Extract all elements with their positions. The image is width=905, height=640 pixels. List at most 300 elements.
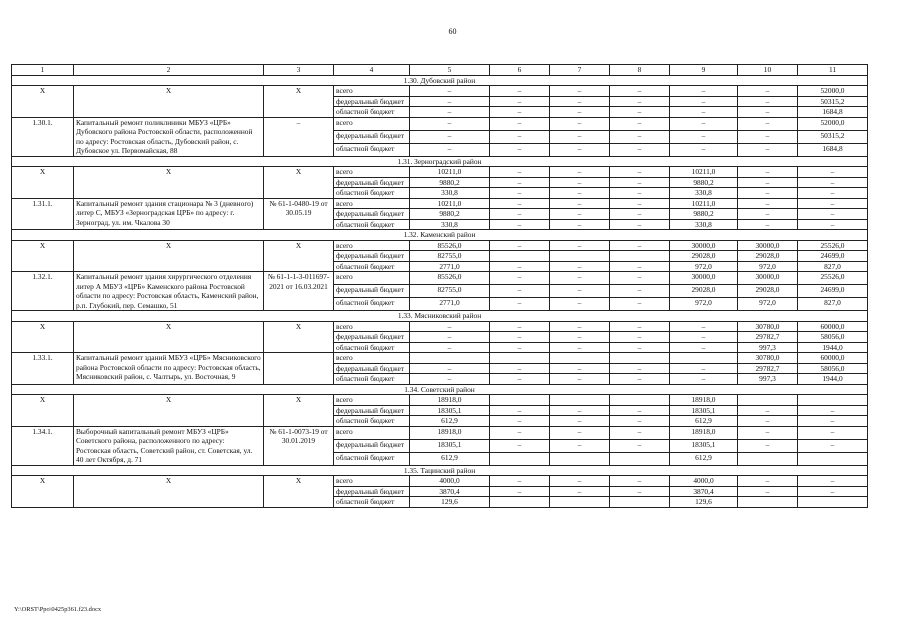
amount-cell: –	[798, 198, 868, 209]
document-reference: Х	[264, 321, 334, 353]
section-title: 1.35. Тацинский район	[12, 465, 868, 476]
funding-source-label: федеральный бюджет	[334, 177, 410, 188]
amount-cell: –	[610, 86, 670, 97]
amount-cell: 52000,0	[798, 86, 868, 97]
section-title: 1.32. Каменский район	[12, 230, 868, 241]
amount-cell	[550, 452, 610, 465]
table-row	[12, 272, 868, 285]
item-number: Х	[12, 167, 74, 199]
amount-cell: –	[610, 363, 670, 374]
document-reference: Х	[264, 240, 334, 272]
document-reference: –	[264, 117, 334, 156]
table-row	[12, 476, 868, 487]
item-description: Х	[74, 240, 264, 272]
amount-cell: –	[410, 130, 490, 143]
amount-cell: –	[738, 416, 798, 427]
amount-cell: –	[490, 219, 550, 230]
funding-source-label: федеральный бюджет	[334, 209, 410, 220]
column-number-cell: 6	[490, 65, 550, 76]
section-header-row	[12, 230, 868, 241]
column-number-cell: 7	[550, 65, 610, 76]
amount-cell: 1684,8	[798, 107, 868, 118]
amount-cell: 18305,1	[670, 439, 738, 452]
amount-cell: 330,8	[410, 188, 490, 199]
amount-cell: –	[670, 143, 738, 156]
amount-cell: –	[670, 321, 738, 332]
table-row	[12, 426, 868, 439]
amount-cell: –	[610, 486, 670, 497]
amount-cell	[738, 497, 798, 508]
funding-source-label: федеральный бюджет	[334, 332, 410, 343]
document-reference	[264, 353, 334, 385]
amount-cell: –	[550, 177, 610, 188]
item-number: 1.31.1.	[12, 198, 74, 230]
funding-source-label: всего	[334, 117, 410, 130]
amount-cell	[798, 497, 868, 508]
amount-cell: –	[410, 143, 490, 156]
funding-source-label: областной бюджет	[334, 107, 410, 118]
amount-cell: –	[490, 240, 550, 251]
amount-cell: –	[738, 198, 798, 209]
amount-cell: –	[490, 117, 550, 130]
amount-cell: –	[550, 476, 610, 487]
section-header-row	[12, 156, 868, 167]
section-header-row	[12, 311, 868, 322]
table-row	[12, 321, 868, 332]
page-number: 60	[448, 27, 457, 36]
amount-cell: 2771,0	[410, 261, 490, 272]
amount-cell: –	[670, 342, 738, 353]
amount-cell: 30000,0	[738, 272, 798, 285]
amount-cell: 18918,0	[670, 426, 738, 439]
amount-cell: –	[490, 285, 550, 298]
document-reference: Х	[264, 167, 334, 199]
amount-cell: 2771,0	[410, 298, 490, 311]
amount-cell: 58056,0	[798, 363, 868, 374]
amount-cell: 30000,0	[670, 240, 738, 251]
funding-source-label: федеральный бюджет	[334, 130, 410, 143]
amount-cell: –	[738, 476, 798, 487]
amount-cell: 18305,1	[410, 439, 490, 452]
amount-cell: –	[738, 117, 798, 130]
amount-cell: 60000,0	[798, 321, 868, 332]
amount-cell: –	[550, 439, 610, 452]
amount-cell: –	[738, 86, 798, 97]
amount-cell: 972,0	[670, 298, 738, 311]
amount-cell	[610, 353, 670, 364]
funding-source-label: всего	[334, 395, 410, 406]
amount-cell: 29028,0	[738, 251, 798, 262]
funding-source-label: областной бюджет	[334, 416, 410, 427]
amount-cell: –	[550, 86, 610, 97]
amount-cell: –	[490, 143, 550, 156]
amount-cell: –	[490, 332, 550, 343]
amount-cell: –	[610, 374, 670, 385]
amount-cell: 29782,7	[738, 363, 798, 374]
amount-cell: 9880,2	[410, 177, 490, 188]
amount-cell: –	[550, 240, 610, 251]
amount-cell: –	[738, 405, 798, 416]
funding-source-label: всего	[334, 426, 410, 439]
amount-cell: –	[550, 332, 610, 343]
amount-cell: –	[490, 363, 550, 374]
amount-cell: 24699,0	[798, 285, 868, 298]
funding-source-label: областной бюджет	[334, 452, 410, 465]
amount-cell: 827,0	[798, 298, 868, 311]
amount-cell: –	[550, 130, 610, 143]
amount-cell	[490, 452, 550, 465]
amount-cell: 30780,0	[738, 353, 798, 364]
column-number-cell: 10	[738, 65, 798, 76]
amount-cell: –	[410, 342, 490, 353]
item-number: Х	[12, 395, 74, 427]
funding-source-label: всего	[334, 272, 410, 285]
funding-source-label: федеральный бюджет	[334, 439, 410, 452]
amount-cell: –	[798, 476, 868, 487]
amount-cell	[550, 251, 610, 262]
section-title: 1.34. Советский район	[12, 384, 868, 395]
item-number: Х	[12, 240, 74, 272]
item-description: Капитальный ремонт зданий МБУЗ «ЦРБ» Мясниковского района Ростовской области по адресу: Ростовская область, Мясниковский район, с. Чалтырь, ул. Восточная, 9	[74, 353, 264, 385]
amount-cell: 29028,0	[670, 285, 738, 298]
amount-cell: –	[410, 96, 490, 107]
table-row	[12, 86, 868, 97]
amount-cell: –	[738, 188, 798, 199]
section-title: 1.30. Дубовский район	[12, 75, 868, 86]
amount-cell: –	[610, 426, 670, 439]
amount-cell: 24699,0	[798, 251, 868, 262]
amount-cell: 997,3	[738, 374, 798, 385]
amount-cell: 25526,0	[798, 240, 868, 251]
item-number: Х	[12, 321, 74, 353]
amount-cell: –	[490, 177, 550, 188]
amount-cell: 18305,1	[410, 405, 490, 416]
amount-cell: –	[798, 219, 868, 230]
amount-cell: –	[610, 107, 670, 118]
amount-cell: –	[610, 198, 670, 209]
amount-cell: –	[670, 107, 738, 118]
amount-cell: –	[550, 96, 610, 107]
funding-source-label: областной бюджет	[334, 342, 410, 353]
amount-cell	[410, 353, 490, 364]
amount-cell: –	[670, 86, 738, 97]
amount-cell: 612,9	[670, 452, 738, 465]
amount-cell: –	[610, 285, 670, 298]
funding-source-label: федеральный бюджет	[334, 405, 410, 416]
funding-source-label: федеральный бюджет	[334, 96, 410, 107]
amount-cell: 60000,0	[798, 353, 868, 364]
amount-cell: 972,0	[738, 298, 798, 311]
amount-cell: –	[610, 167, 670, 178]
funding-source-label: областной бюджет	[334, 143, 410, 156]
amount-cell: –	[738, 107, 798, 118]
funding-source-label: всего	[334, 86, 410, 97]
amount-cell: 1684,8	[798, 143, 868, 156]
amount-cell: –	[670, 332, 738, 343]
footer-file-path: Y:\ORST\Ppo\0425p361.f23.docx	[14, 606, 102, 613]
funding-source-label: всего	[334, 167, 410, 178]
amount-cell: –	[490, 209, 550, 220]
amount-cell: –	[738, 486, 798, 497]
amount-cell: –	[798, 486, 868, 497]
amount-cell: 30000,0	[670, 272, 738, 285]
amount-cell: 10211,0	[670, 198, 738, 209]
document-reference: № 61-1-0073-19 от 30.01.2019	[264, 426, 334, 465]
amount-cell: –	[550, 209, 610, 220]
funding-source-label: всего	[334, 476, 410, 487]
amount-cell: –	[738, 209, 798, 220]
amount-cell: –	[550, 298, 610, 311]
amount-cell: –	[610, 188, 670, 199]
amount-cell: –	[490, 405, 550, 416]
amount-cell: –	[550, 416, 610, 427]
column-number-row	[12, 65, 868, 76]
amount-cell: 30000,0	[738, 240, 798, 251]
amount-cell	[490, 395, 550, 406]
amount-cell	[550, 395, 610, 406]
amount-cell: 4000,0	[670, 476, 738, 487]
amount-cell	[798, 395, 868, 406]
amount-cell: –	[670, 130, 738, 143]
amount-cell: –	[550, 363, 610, 374]
amount-cell	[610, 251, 670, 262]
amount-cell: –	[550, 426, 610, 439]
amount-cell: 82755,0	[410, 285, 490, 298]
amount-cell: –	[610, 272, 670, 285]
amount-cell: –	[738, 439, 798, 452]
document-reference: Х	[264, 476, 334, 508]
amount-cell: 50315,2	[798, 96, 868, 107]
amount-cell: 972,0	[670, 261, 738, 272]
amount-cell: –	[410, 374, 490, 385]
amount-cell: 85526,0	[410, 272, 490, 285]
amount-cell: –	[490, 298, 550, 311]
amount-cell: –	[798, 177, 868, 188]
amount-cell	[798, 452, 868, 465]
amount-cell: –	[610, 240, 670, 251]
amount-cell	[610, 395, 670, 406]
amount-cell: –	[738, 177, 798, 188]
column-number-cell: 2	[74, 65, 264, 76]
amount-cell: –	[738, 167, 798, 178]
amount-cell: 129,6	[670, 497, 738, 508]
amount-cell: –	[798, 209, 868, 220]
funding-source-label: федеральный бюджет	[334, 486, 410, 497]
item-description: Х	[74, 167, 264, 199]
amount-cell: –	[490, 188, 550, 199]
budget-table	[11, 64, 868, 508]
amount-cell: –	[550, 405, 610, 416]
amount-cell: –	[490, 476, 550, 487]
section-title: 1.31. Зерноградский район	[12, 156, 868, 167]
amount-cell: –	[670, 363, 738, 374]
document-reference: Х	[264, 86, 334, 118]
amount-cell: –	[670, 96, 738, 107]
amount-cell: –	[490, 86, 550, 97]
amount-cell: –	[550, 219, 610, 230]
column-number-cell: 9	[670, 65, 738, 76]
amount-cell: –	[610, 219, 670, 230]
amount-cell: –	[410, 117, 490, 130]
amount-cell: –	[610, 321, 670, 332]
amount-cell: –	[490, 107, 550, 118]
funding-source-label: всего	[334, 240, 410, 251]
item-number: 1.33.1.	[12, 353, 74, 385]
funding-source-label: областной бюджет	[334, 497, 410, 508]
item-description: Х	[74, 476, 264, 508]
funding-source-label: федеральный бюджет	[334, 363, 410, 374]
amount-cell: –	[738, 219, 798, 230]
item-description: Выборочный капитальный ремонт МБУЗ «ЦРБ» Советского района, расположенного по адресу: Ростовская область, Советский район, ст. Советская, ул. 40 лет Октября, д. 71	[74, 426, 264, 465]
document-reference: Х	[264, 395, 334, 427]
amount-cell: –	[410, 363, 490, 374]
amount-cell	[490, 353, 550, 364]
amount-cell: –	[410, 86, 490, 97]
amount-cell: 9880,2	[410, 209, 490, 220]
section-header-row	[12, 384, 868, 395]
amount-cell: 29028,0	[670, 251, 738, 262]
section-title: 1.33. Мясниковский район	[12, 311, 868, 322]
amount-cell: –	[610, 298, 670, 311]
amount-cell: –	[550, 117, 610, 130]
amount-cell: –	[490, 439, 550, 452]
amount-cell: 997,3	[738, 342, 798, 353]
amount-cell: –	[410, 332, 490, 343]
amount-cell: –	[490, 486, 550, 497]
item-number: 1.30.1.	[12, 117, 74, 156]
amount-cell: 827,0	[798, 261, 868, 272]
funding-source-label: федеральный бюджет	[334, 251, 410, 262]
amount-cell: 10211,0	[410, 167, 490, 178]
amount-cell: 1944,0	[798, 342, 868, 353]
amount-cell: –	[410, 321, 490, 332]
item-description: Х	[74, 321, 264, 353]
amount-cell: –	[610, 117, 670, 130]
amount-cell: –	[610, 476, 670, 487]
column-number-cell: 1	[12, 65, 74, 76]
funding-source-label: всего	[334, 321, 410, 332]
amount-cell: –	[610, 405, 670, 416]
table-row	[12, 353, 868, 364]
item-description: Х	[74, 86, 264, 118]
amount-cell: 612,9	[410, 452, 490, 465]
amount-cell	[550, 353, 610, 364]
amount-cell: –	[490, 342, 550, 353]
funding-source-label: областной бюджет	[334, 188, 410, 199]
funding-source-label: федеральный бюджет	[334, 285, 410, 298]
amount-cell: –	[490, 96, 550, 107]
amount-cell: –	[550, 261, 610, 272]
amount-cell: 972,0	[738, 261, 798, 272]
amount-cell: –	[738, 426, 798, 439]
amount-cell: 82755,0	[410, 251, 490, 262]
amount-cell: 129,6	[410, 497, 490, 508]
amount-cell: 30780,0	[738, 321, 798, 332]
item-number: Х	[12, 476, 74, 508]
funding-source-label: всего	[334, 353, 410, 364]
amount-cell: –	[550, 188, 610, 199]
amount-cell: –	[490, 261, 550, 272]
amount-cell: –	[490, 167, 550, 178]
amount-cell: –	[490, 321, 550, 332]
item-description: Капитальный ремонт здания стационара № 3 (дневного) литер С, МБУЗ «Зерноградская ЦРБ» по адресу: г. Зерноград, ул. им. Чкалова 30	[74, 198, 264, 230]
column-number-cell: 11	[798, 65, 868, 76]
item-description: Капитальный ремонт здания хирургического отделения литер А МБУЗ «ЦРБ» Каменского района Ростовской области по адресу: Ростовская область, Каменский район, р.п. Глубокий, пер. Семашко, 51	[74, 272, 264, 311]
amount-cell: 25526,0	[798, 272, 868, 285]
amount-cell: –	[798, 167, 868, 178]
amount-cell: –	[738, 96, 798, 107]
funding-source-label: областной бюджет	[334, 219, 410, 230]
amount-cell: –	[798, 439, 868, 452]
amount-cell: –	[550, 107, 610, 118]
column-number-cell: 4	[334, 65, 410, 76]
amount-cell: 1944,0	[798, 374, 868, 385]
funding-source-label: областной бюджет	[334, 261, 410, 272]
amount-cell: –	[610, 342, 670, 353]
amount-cell: 58056,0	[798, 332, 868, 343]
amount-cell: 50315,2	[798, 130, 868, 143]
amount-cell: –	[798, 426, 868, 439]
amount-cell: –	[610, 177, 670, 188]
table-row	[12, 240, 868, 251]
amount-cell	[738, 452, 798, 465]
table-row	[12, 395, 868, 406]
document-reference: № 61-1-0480-19 от 30.05.19	[264, 198, 334, 230]
amount-cell: –	[610, 209, 670, 220]
amount-cell: –	[550, 486, 610, 497]
funding-source-label: областной бюджет	[334, 374, 410, 385]
amount-cell: 52000,0	[798, 117, 868, 130]
amount-cell	[610, 452, 670, 465]
amount-cell: 4000,0	[410, 476, 490, 487]
table-row	[12, 167, 868, 178]
section-header-row	[12, 465, 868, 476]
item-description: Капитальный ремонт поликлиники МБУЗ «ЦРБ» Дубовского района Ростовской области, расположенной по адресу: Ростовская область, Дубовский район, с. Дубовское ул. Первомайская, 88	[74, 117, 264, 156]
amount-cell: –	[550, 198, 610, 209]
amount-cell: 85526,0	[410, 240, 490, 251]
amount-cell	[610, 497, 670, 508]
amount-cell	[490, 251, 550, 262]
amount-cell: 3870,4	[670, 486, 738, 497]
amount-cell: 29782,7	[738, 332, 798, 343]
amount-cell: –	[550, 342, 610, 353]
amount-cell: 9880,2	[670, 177, 738, 188]
amount-cell: –	[738, 143, 798, 156]
amount-cell: –	[798, 188, 868, 199]
amount-cell: –	[550, 321, 610, 332]
amount-cell: 10211,0	[670, 167, 738, 178]
amount-cell: –	[490, 198, 550, 209]
amount-cell: –	[738, 130, 798, 143]
amount-cell: –	[550, 272, 610, 285]
funding-source-label: областной бюджет	[334, 298, 410, 311]
amount-cell: –	[610, 439, 670, 452]
amount-cell	[490, 497, 550, 508]
amount-cell: 612,9	[410, 416, 490, 427]
amount-cell: –	[410, 107, 490, 118]
amount-cell: 10211,0	[410, 198, 490, 209]
amount-cell: –	[670, 117, 738, 130]
amount-cell: –	[490, 130, 550, 143]
column-number-cell: 3	[264, 65, 334, 76]
amount-cell: –	[610, 416, 670, 427]
amount-cell: –	[610, 96, 670, 107]
amount-cell: 18918,0	[410, 395, 490, 406]
amount-cell: 3870,4	[410, 486, 490, 497]
amount-cell: 612,9	[670, 416, 738, 427]
amount-cell: 330,8	[670, 188, 738, 199]
table-row	[12, 198, 868, 209]
